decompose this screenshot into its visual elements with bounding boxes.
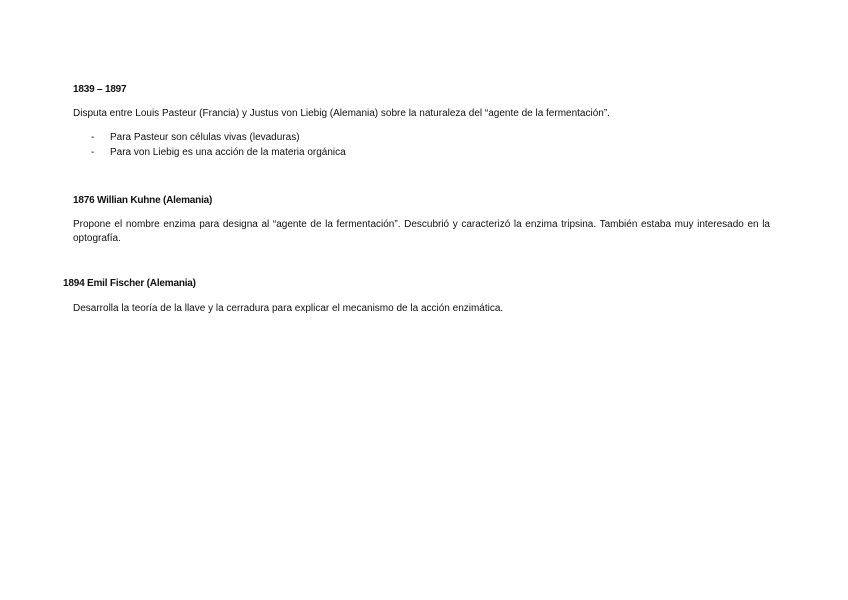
bullet-marker: - xyxy=(91,147,95,158)
bullet-text-liebig: Para von Liebig es una acción de la materia orgánica xyxy=(110,147,346,158)
section-paragraph-dispute: Disputa entre Louis Pasteur (Francia) y Justus von Liebig (Alemania) sobre la naturaleza del “agente de la fermentación”. xyxy=(73,108,610,119)
section-heading-fischer: 1894 Emil Fischer (Alemania) xyxy=(63,278,196,289)
section-heading-kuhne: 1876 Willian Kuhne (Alemania) xyxy=(73,195,213,206)
section-paragraph-fischer: Desarrolla la teoría de la llave y la cerradura para explicar el mecanismo de la acción enzimática. xyxy=(73,303,504,314)
section-paragraph-kuhne: Propone el nombre enzima para designa al “agente de la fermentación”. Descubrió y caracterizó la enzima tripsina. También estaba muy interesado en la optografía. xyxy=(73,219,770,244)
bullet-text-pasteur: Para Pasteur son células vivas (levaduras) xyxy=(110,132,300,143)
section-heading-1839-1897: 1839 – 1897 xyxy=(73,84,127,95)
bullet-marker: - xyxy=(91,132,95,143)
